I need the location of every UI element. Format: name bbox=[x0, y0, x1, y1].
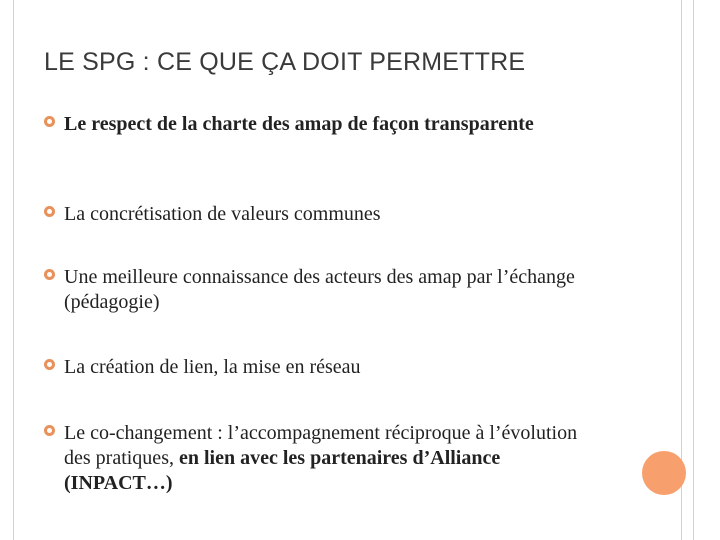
bullet-text: La concrétisation de valeurs communes bbox=[64, 203, 381, 225]
bullet-item bbox=[44, 265, 589, 315]
bullet-icon bbox=[44, 269, 55, 280]
bullet-text: Le respect de la charte des amap de façon transparente bbox=[64, 113, 534, 135]
bullet-item bbox=[44, 112, 534, 137]
right-decorative-band bbox=[681, 0, 694, 540]
bullet-icon bbox=[44, 425, 55, 436]
bullet-item bbox=[44, 421, 599, 496]
bullet-text: La création de lien, la mise en réseau bbox=[64, 356, 361, 378]
bullet-item bbox=[44, 202, 664, 227]
bullet-text: Une meilleure connaissance des acteurs des amap par l’échange (pédagogie) bbox=[64, 266, 575, 313]
bullet-item bbox=[44, 355, 664, 380]
bullet-icon bbox=[44, 359, 55, 370]
bullet-text: Le co-changement : l’accompagnement réciproque à l’évolution des pratiques, bbox=[64, 422, 578, 469]
decorative-circle bbox=[642, 451, 686, 495]
bullet-bold-text: en lien avec les partenaires d’Alliance (INPACT…) bbox=[64, 447, 501, 494]
slide-title: LE SPG : CE QUE ÇA DOIT PERMETTRE bbox=[44, 48, 526, 76]
bullet-icon bbox=[44, 116, 55, 127]
bullet-icon bbox=[44, 206, 55, 217]
left-border-line bbox=[13, 0, 14, 540]
